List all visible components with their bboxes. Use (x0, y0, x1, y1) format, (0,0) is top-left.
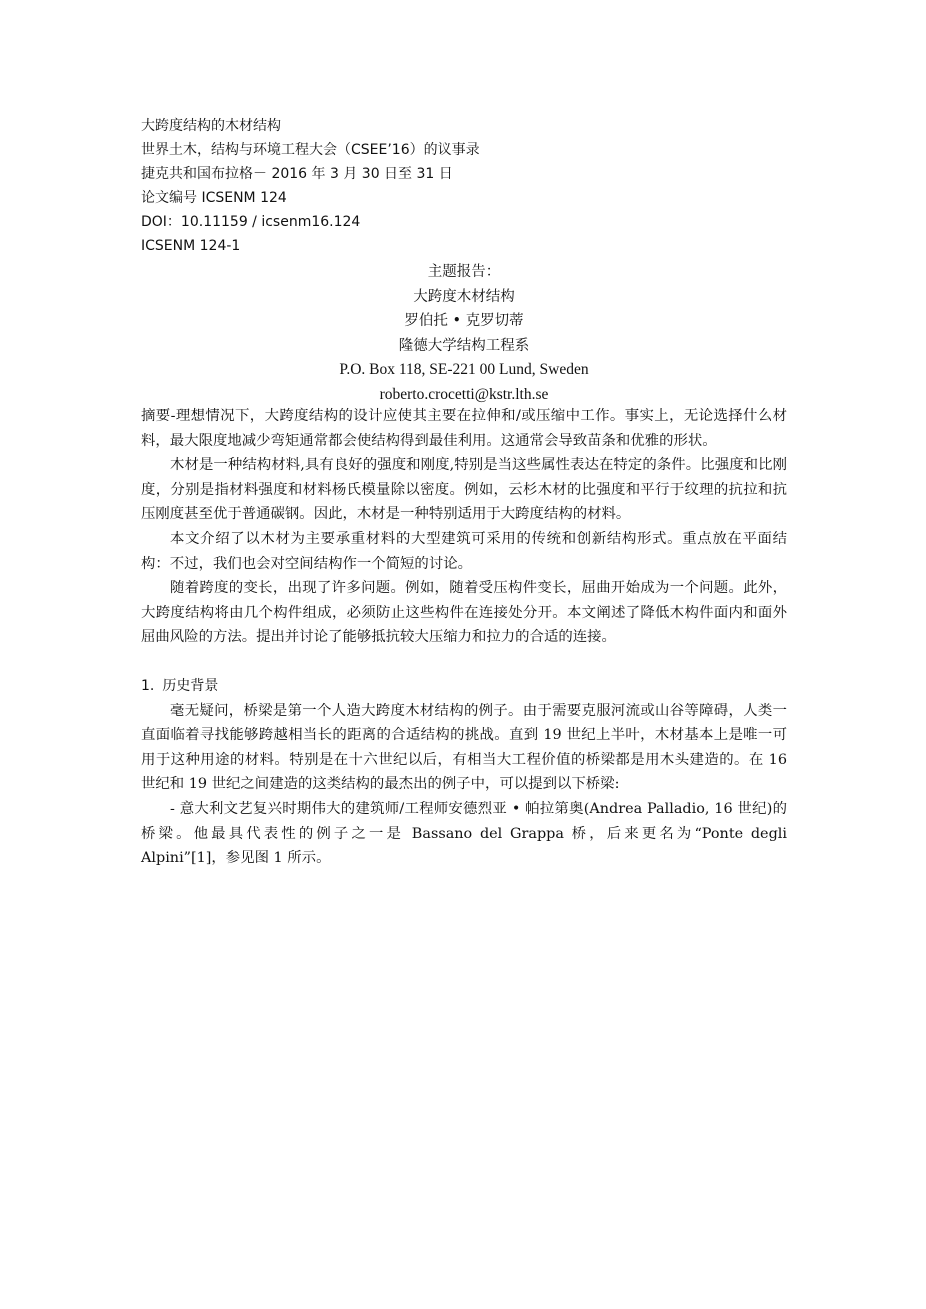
section-heading (141, 674, 787, 699)
keynote-label: 主题报告： (427, 264, 501, 280)
paper-title: 大跨度木材结构 (413, 288, 515, 305)
section-title: 历史背景 (162, 677, 219, 694)
conference-location-date: 捷克共和国布拉格－ 2016 年 3 月 30 日至 31 日 (141, 166, 453, 182)
section-paragraph: 毫无疑问，桥梁是第一个人造大跨度木材结构的例子。由于需要克服河流或山谷等障碍，人类一直面临着寻找能够跨越相当长的距离的合适结构的挑战。直到 19 世纪上半叶，木材基本上是唯一可用于这种用途的材料。特别是在十六世纪以后，有相当大工程价值的桥梁都是用木头建造的。在 16 世纪和 19 世纪之间建造的这类结构的最杰出的例子中，可以提到以下桥梁: (141, 702, 787, 793)
abstract-paragraph: 随着跨度的变长，出现了许多问题。例如，随着受压构件变长，屈曲开始成为一个问题。此外，大跨度结构将由几个构件组成，必须防止这些构件在连接处分开。本文阐述了降低木构件面内和面外屈曲风险的方法。提出并讨论了能够抵抗较大压缩力和拉力的合适的连接。 (141, 580, 787, 646)
page-id: ICSENM 124-1 (141, 238, 241, 254)
author-affiliation: 隆德大学结构工程系 (398, 337, 530, 354)
proceedings-header (141, 114, 801, 258)
conference-name: 世界土木，结构与环境工程大会（CSEE’16）的议事录 (141, 142, 480, 158)
section-paragraph: - 意大利文艺复兴时期伟大的建筑师/工程师安德烈亚 • 帕拉第奥(Andrea Palladio, 16 世纪)的桥梁。他最具代表性的例子之一是 Bassano del Grappa 桥，后来更名为“Ponte degli Alpini”[1]，参见图 1 所示。 (141, 800, 787, 867)
title-block (141, 260, 787, 408)
abstract-paragraph: 摘要-理想情况下，大跨度结构的设计应使其主要在拉伸和/或压缩中工作。事实上，无论选择什么材料，最大限度地减少弯矩通常都会使结构得到最佳利用。这通常会导致苗条和优雅的形状。 (141, 408, 787, 449)
author-name: 罗伯托 • 克罗切蒂 (404, 313, 524, 330)
paper-body (141, 404, 787, 871)
abstract-paragraph: 本文介绍了以木材为主要承重材料的大型建筑可采用的传统和创新结构形式。重点放在平面结构：不过，我们也会对空间结构作一个简短的讨论。 (141, 530, 787, 572)
paper-number: 论文编号 ICSENM 124 (141, 190, 287, 206)
author-address: P.O. Box 118, SE-221 00 Lund, Sweden (339, 361, 589, 379)
section-number: 1. (141, 677, 155, 694)
doi: DOI：10.11159 / icsenm16.124 (141, 214, 361, 230)
abstract-paragraph: 木材是一种结构材料,具有良好的强度和刚度,特别是当这些属性表达在特定的条件。比强度和比刚度，分别是指材料强度和材料杨氏模量除以密度。例如，云杉木材的比强度和平行于纹理的抗拉和抗压刚度甚至优于普通碳钢。因此，木材是一种特别适用于大跨度结构的材料。 (141, 457, 787, 523)
author-email: roberto.crocetti@kstr.lth.se (379, 385, 549, 403)
running-title: 大跨度结构的木材结构 (141, 118, 281, 134)
